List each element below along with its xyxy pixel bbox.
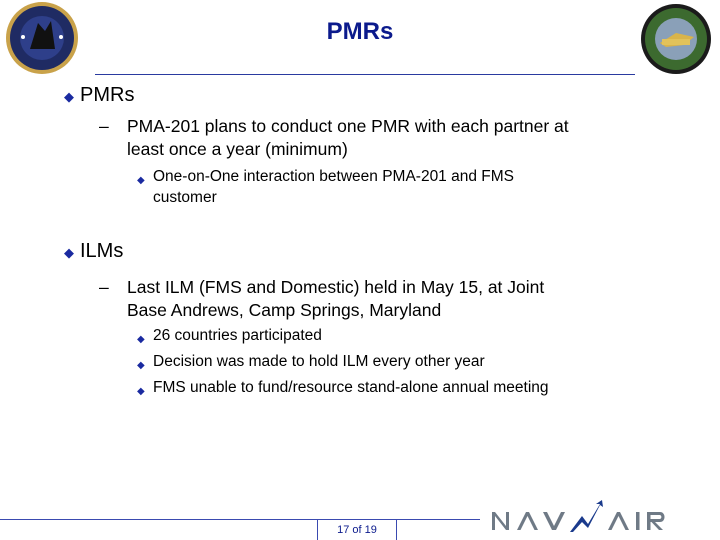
dash-bullet-icon: – bbox=[99, 277, 109, 297]
footer-divider bbox=[0, 519, 335, 520]
list-item: ◆ One-on-One interaction between PMA-201 and FMS customer bbox=[137, 168, 514, 206]
footer-divider bbox=[395, 519, 480, 520]
title-divider bbox=[95, 74, 635, 75]
diamond-bullet-icon: ◆ bbox=[137, 334, 145, 345]
list-item: ◆ 26 countries participated bbox=[153, 325, 322, 346]
section-heading-ilms: ◆ ILMs bbox=[64, 240, 124, 262]
list-item: ◆ FMS unable to fund/resource stand-alone annual meeting bbox=[153, 377, 549, 398]
diamond-bullet-icon: ◆ bbox=[137, 360, 145, 371]
list-item: – PMA-201 plans to conduct one PMR with each partner at least once a year (minimum) bbox=[99, 116, 569, 159]
page-number: 17 of 19 bbox=[317, 519, 397, 540]
dash-bullet-icon: – bbox=[99, 116, 109, 136]
diamond-bullet-icon: ◆ bbox=[64, 245, 74, 260]
list-item: ◆ Decision was made to hold ILM every other year bbox=[153, 351, 485, 372]
diamond-bullet-icon: ◆ bbox=[137, 386, 145, 397]
diamond-bullet-icon: ◆ bbox=[137, 175, 145, 186]
section-heading-pmrs: ◆ PMRs bbox=[64, 84, 135, 106]
diamond-bullet-icon: ◆ bbox=[64, 89, 74, 104]
list-item: – Last ILM (FMS and Domestic) held in May 15, at Joint Base Andrews, Camp Springs, Maryland bbox=[99, 277, 545, 320]
page-title: PMRs bbox=[326, 18, 394, 45]
navair-logo bbox=[490, 500, 690, 538]
